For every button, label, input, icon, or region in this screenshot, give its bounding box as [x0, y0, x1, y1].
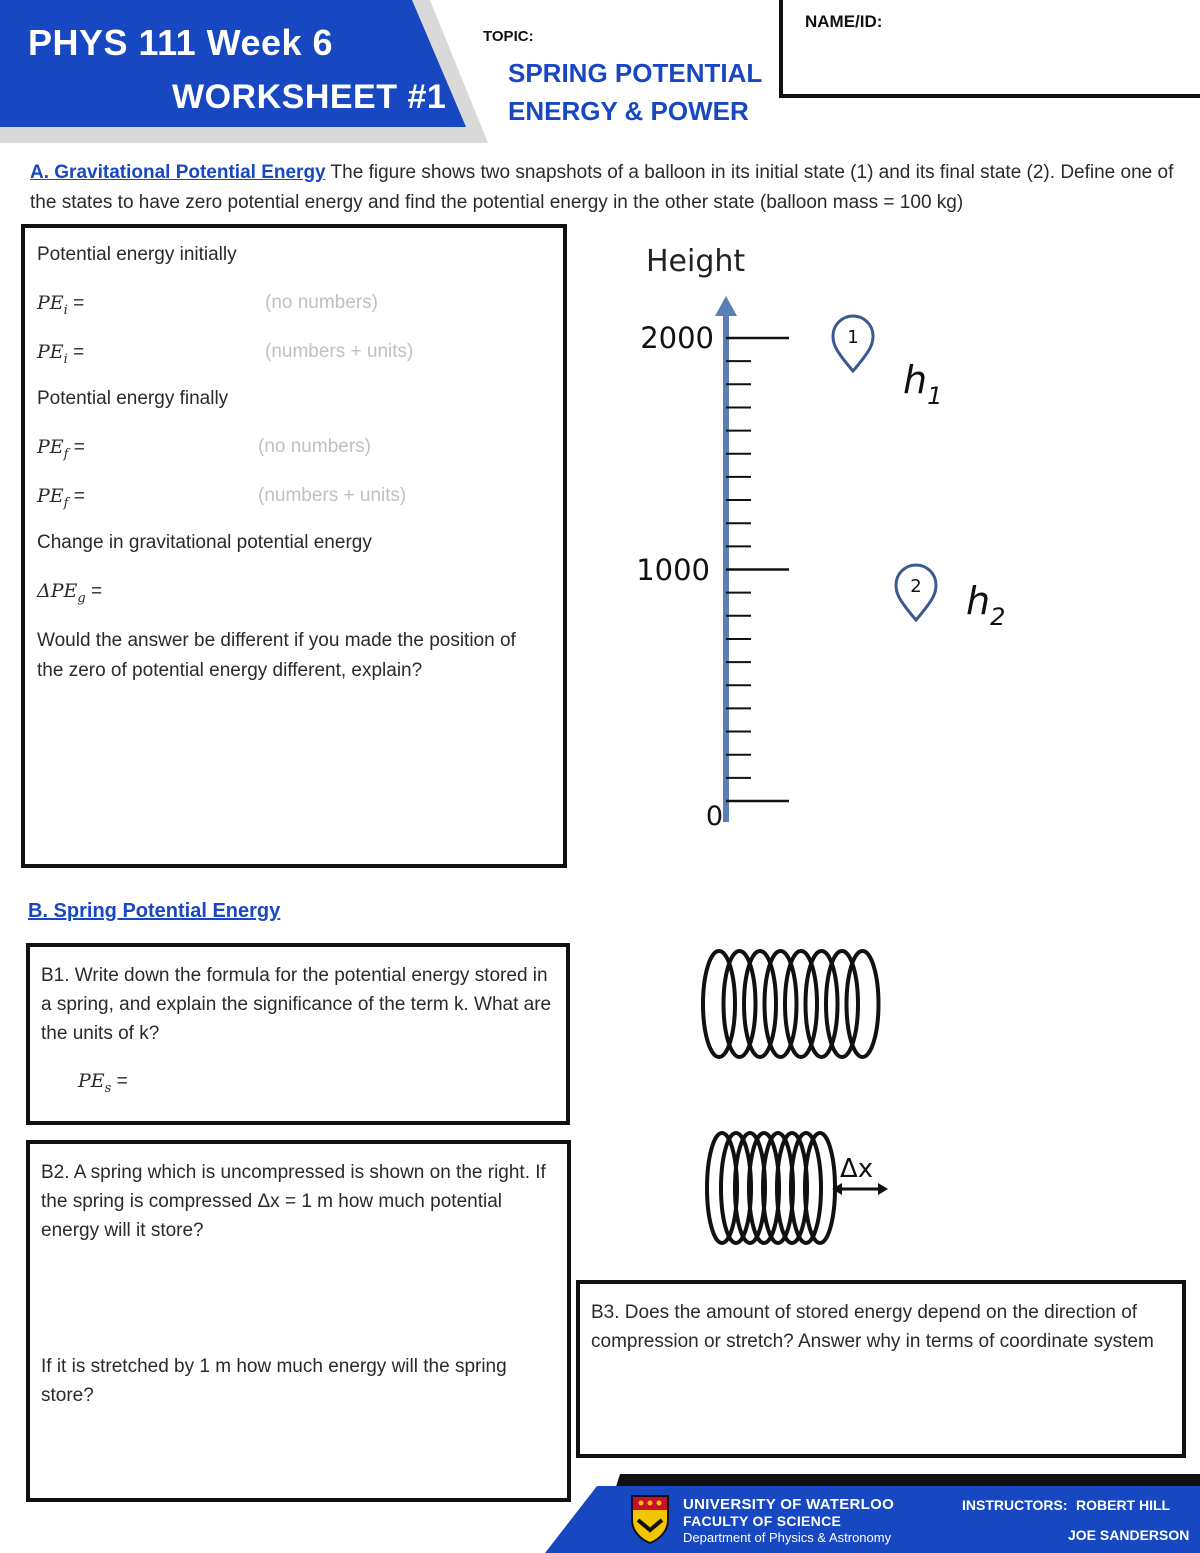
h1-label: $h_1$: [903, 358, 943, 410]
h2-label: $h_2$: [966, 579, 1006, 631]
b2-followup-question: If it is stretched by 1 m how much energy will the spring store?: [41, 1356, 507, 1406]
section-b-heading: B. Spring Potential Energy: [28, 900, 281, 922]
tick-label-0: 0: [705, 801, 723, 832]
b1-question: B1. Write down the formula for the potential energy stored in a spring, and explain the significance of the term k. What are the units of k?: [41, 965, 552, 1044]
instructor-name: ROBERT HILL: [1076, 1497, 1171, 1513]
hint-numbers-units: (numbers + units): [265, 341, 414, 362]
hint-no-numbers: (no numbers): [265, 292, 378, 313]
spring-coil: [703, 951, 735, 1057]
marker-2-number: 2: [910, 576, 922, 597]
b3-answer-box[interactable]: [576, 1280, 1186, 1458]
springs-figure: [690, 935, 910, 1265]
section-a-intro: [30, 158, 1180, 218]
spring-coil: [826, 951, 858, 1057]
section-a-heading: A. Gravitational Potential Energy: [30, 162, 326, 183]
pe-f-symbolic-row: $PE_f$ =: [37, 436, 85, 462]
balloon-marker-1: [833, 316, 873, 371]
spring-coil: [847, 951, 879, 1057]
change-gpe-label: Change in gravitational potential energy: [37, 532, 372, 553]
axis-ticks: [726, 338, 789, 801]
topic-label: TOPIC:: [483, 28, 534, 45]
worksheet-title: PHYS 111 Week 6: [28, 22, 334, 63]
spring-uncompressed: [703, 951, 879, 1057]
b2-question: B2. A spring which is uncompressed is shown on the right. If the spring is compressed Δx = 1 m how much potential energy will it store?: [41, 1162, 546, 1241]
pe-finally-label: Potential energy finally: [37, 388, 229, 409]
instructors-label: INSTRUCTORS:: [962, 1497, 1068, 1513]
axis-arrow: [715, 296, 737, 316]
hint-numbers-units-final: (numbers + units): [258, 485, 407, 506]
worksheet-number: WORKSHEET #1: [172, 78, 447, 116]
delta-x-label: Δx: [840, 1154, 874, 1184]
section-a-answer-box[interactable]: [21, 224, 567, 868]
hint-no-numbers-final: (no numbers): [258, 436, 371, 457]
spring-coil: [785, 951, 817, 1057]
spring-compressed: [707, 1133, 835, 1243]
name-id-label: NAME/ID:: [805, 12, 883, 31]
department-name: Department of Physics & Astronomy: [683, 1530, 892, 1545]
b1-answer-box[interactable]: [26, 943, 570, 1125]
pe-i-numeric-row: $PE_i$ =: [37, 341, 85, 367]
tick-label-1000: 1000: [636, 553, 710, 587]
spring-coil: [806, 951, 838, 1057]
faculty-name: FACULTY OF SCIENCE: [683, 1513, 842, 1529]
spring-coil: [765, 951, 797, 1057]
tick-label-2000: 2000: [640, 321, 714, 355]
axis-title: Height: [646, 244, 746, 279]
b2-answer-box[interactable]: [26, 1140, 571, 1502]
height-figure: [600, 230, 1060, 840]
balloon-marker-2: [896, 565, 936, 620]
pe-f-numeric-row: $PE_f$ =: [37, 485, 85, 511]
university-name: UNIVERSITY OF WATERLOO: [683, 1496, 895, 1513]
zero-reference-question: Would the answer be different if you made the position of the zero of potential energy different, explain?: [37, 630, 516, 681]
delta-pe-row: $\Delta PE_g$ =: [37, 580, 103, 606]
delta-x-arrow: [832, 1183, 888, 1195]
height-axis: [723, 312, 729, 822]
b3-question: B3. Does the amount of stored energy depend on the direction of compression or stretch? Answer why in terms of coordinate system: [591, 1302, 1154, 1352]
section-a-description: The figure shows two snapshots of a balloon in its initial state (1) and its final state (2). Define one of the states to have zero potential energy and find the potential energy in the other state (balloon mass = 100 kg): [30, 162, 1174, 213]
b1-formula: $PE_s$ =: [78, 1070, 128, 1096]
pe-initially-label: Potential energy initially: [37, 244, 237, 265]
topic-value: SPRING POTENTIAL ENERGY & POWER: [508, 58, 762, 126]
pe-i-symbolic-row: $PE_i$ =: [37, 292, 85, 318]
marker-1-number: 1: [847, 327, 859, 348]
spring-coil: [724, 951, 756, 1057]
spring-coil: [744, 951, 776, 1057]
university-crest-icon: [630, 1494, 670, 1544]
instructor-name: JOE SANDERSON: [1068, 1527, 1190, 1543]
